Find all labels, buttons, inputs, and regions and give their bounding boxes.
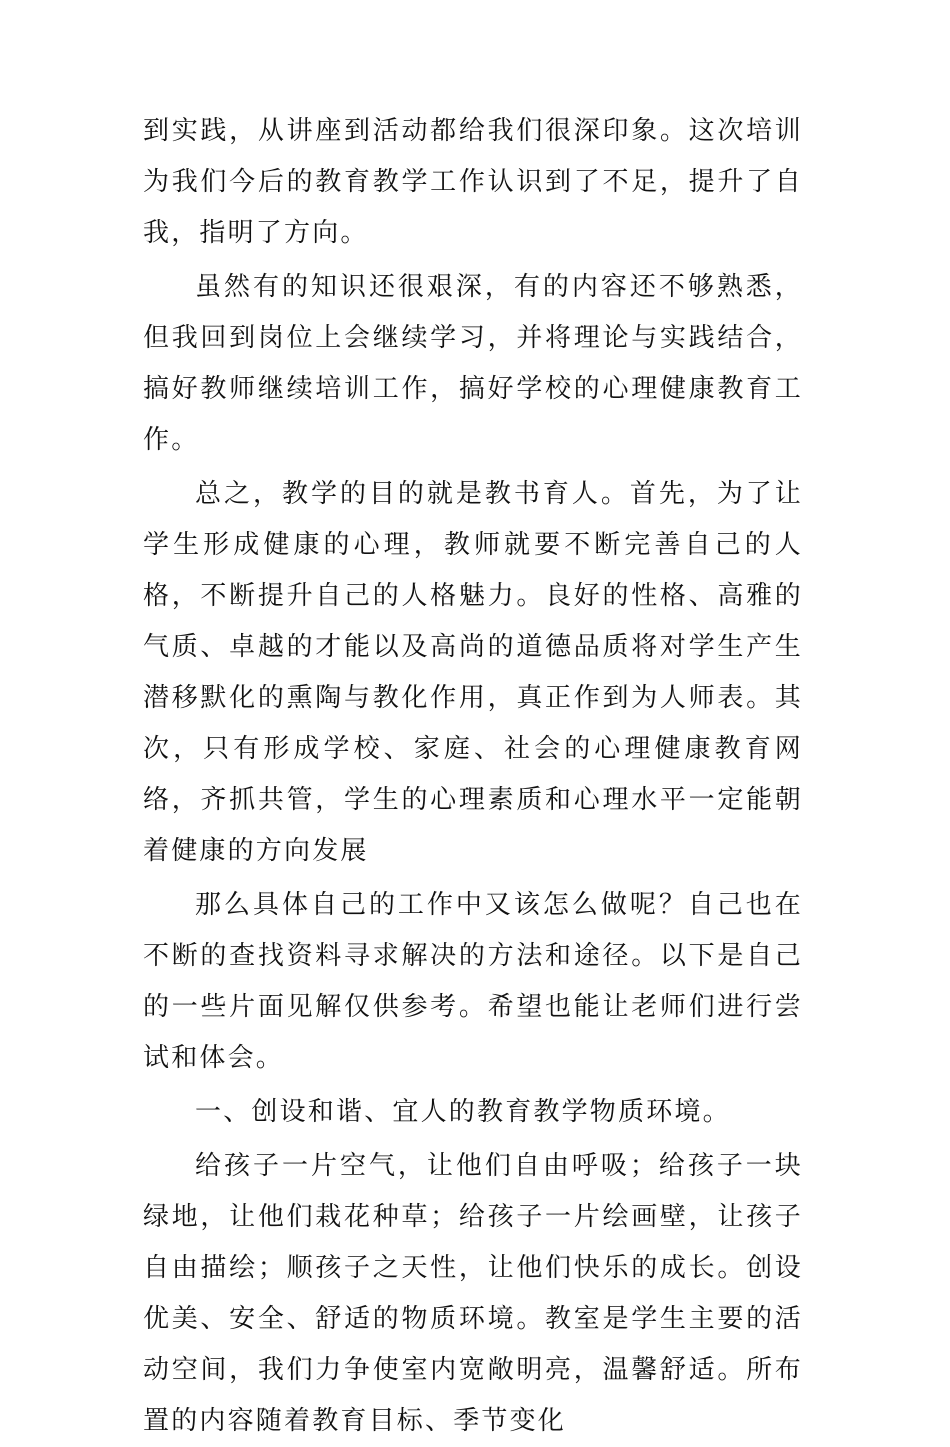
section-heading-environment: 一、创设和谐、宜人的教育教学物质环境。: [195, 1097, 731, 1127]
paragraph-summary: 总之，教学的目的就是教书育人。首先，为了让学生形成健康的心理，教师就要不断完善自己的人格，不断提升自己的人格魅力。良好的性格、高雅的气质、卓越的才能以及高尚的道德品质将对学生产生潜移默化的熏陶与教化作用，真正作到为人师表。其次，只有形成学校、家庭、社会的心理健康教育网络，齐抓共管，学生的心理素质和心理水平一定能朝着健康的方向发展: [143, 479, 803, 866]
paragraph-continuation: 到实践，从讲座到活动都给我们很深印象。这次培训为我们今后的教育教学工作认识到了不足，提升了自我，指明了方向。: [143, 116, 803, 248]
paragraph-environment: 给孩子一片空气，让他们自由呼吸；给孩子一块绿地，让他们栽花种草；给孩子一片绘画壁，让孩子自由描绘；顺孩子之天性，让他们快乐的成长。创设优美、安全、舒适的物质环境。教室是学生主要的活动空间，我们力争使室内宽敞明亮，温馨舒适。所布置的内容随着教育目标、季节变化: [143, 1151, 803, 1436]
paragraph-study-plan: 虽然有的知识还很艰深，有的内容还不够熟悉，但我回到岗位上会继续学习，并将理论与实践结合，搞好教师继续培训工作，搞好学校的心理健康教育工作。: [143, 272, 803, 455]
paragraph-practice-question: 那么具体自己的工作中又该怎么做呢？自己也在不断的查找资料寻求解决的方法和途径。以下是自己的一些片面见解仅供参考。希望也能让老师们进行尝试和体会。: [143, 890, 803, 1073]
document-body: [143, 106, 803, 1447]
